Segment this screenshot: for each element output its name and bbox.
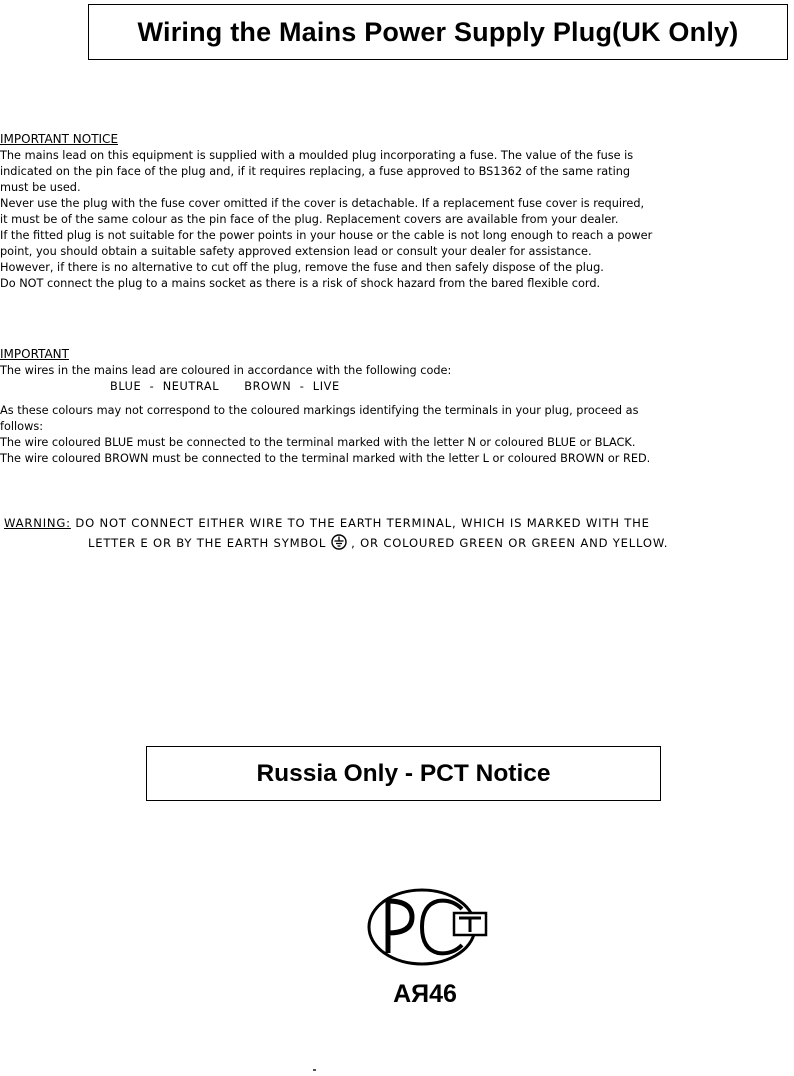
pct-certification-mark	[366, 887, 490, 967]
scan-mark	[313, 1069, 316, 1071]
notice-line: However, if there is no alternative to cut off the plug, remove the fuse and then safely dispose of the plug.	[0, 261, 604, 274]
warning-line-1: DO NOT CONNECT EITHER WIRE TO THE EARTH TERMINAL, WHICH IS MARKED WITH THE	[70, 516, 650, 530]
notice-line: indicated on the pin face of the plug and, if it requires replacing, a fuse approved to BS1362 of the same rating	[0, 165, 631, 178]
warning-block	[4, 513, 790, 553]
earth-symbol-icon	[331, 534, 347, 550]
warning-line-2-start: LETTER E OR BY THE EARTH SYMBOL	[88, 536, 331, 550]
important-heading: IMPORTANT	[0, 347, 69, 361]
important-line: As these colours may not correspond to the coloured markings identifying the terminals in your plug, proceed as	[0, 404, 639, 417]
notice-line: must be used.	[0, 181, 81, 194]
title-box	[88, 4, 788, 60]
notice-line: Never use the plug with the fuse cover omitted if the cover is detachable. If a replacement fuse cover is required,	[0, 197, 645, 210]
notice-line: Do NOT connect the plug to a mains socket as there is a risk of shock hazard from the bared flexible cord.	[0, 277, 601, 290]
warning-line-2-end: , OR COLOURED GREEN OR GREEN AND YELLOW.	[346, 536, 669, 550]
pct-code: AЯ46	[393, 980, 457, 1008]
important-notice-section	[0, 131, 790, 292]
page-title: Wiring the Mains Power Supply Plug(UK Only)	[137, 16, 739, 47]
important-line: follows:	[0, 420, 44, 433]
notice-line: The mains lead on this equipment is supplied with a moulded plug incorporating a fuse. The value of the fuse is	[0, 149, 634, 162]
russia-notice-box	[146, 746, 661, 801]
wire-colour-code: BLUE - NEUTRAL BROWN - LIVE	[110, 380, 340, 393]
russia-notice-title: Russia Only - PCT Notice	[256, 759, 551, 787]
wire-code-intro: The wires in the mains lead are coloured in accordance with the following code:	[0, 364, 452, 377]
important-notice-heading: IMPORTANT NOTICE	[0, 132, 119, 146]
notice-line: point, you should obtain a suitable safety approved extension lead or consult your dealer for assistance.	[0, 245, 592, 258]
warning-label: WARNING:	[4, 516, 71, 530]
important-line: The wire coloured BLUE must be connected to the terminal marked with the letter N or coloured BLUE or BLACK.	[0, 436, 636, 449]
important-section	[0, 346, 790, 467]
notice-line: it must be of the same colour as the pin face of the plug. Replacement covers are available from your dealer.	[0, 213, 619, 226]
important-line: The wire coloured BROWN must be connected to the terminal marked with the letter L or coloured BROWN or RED.	[0, 452, 651, 465]
notice-line: If the fitted plug is not suitable for the power points in your house or the cable is not long enough to reach a power	[0, 229, 653, 242]
